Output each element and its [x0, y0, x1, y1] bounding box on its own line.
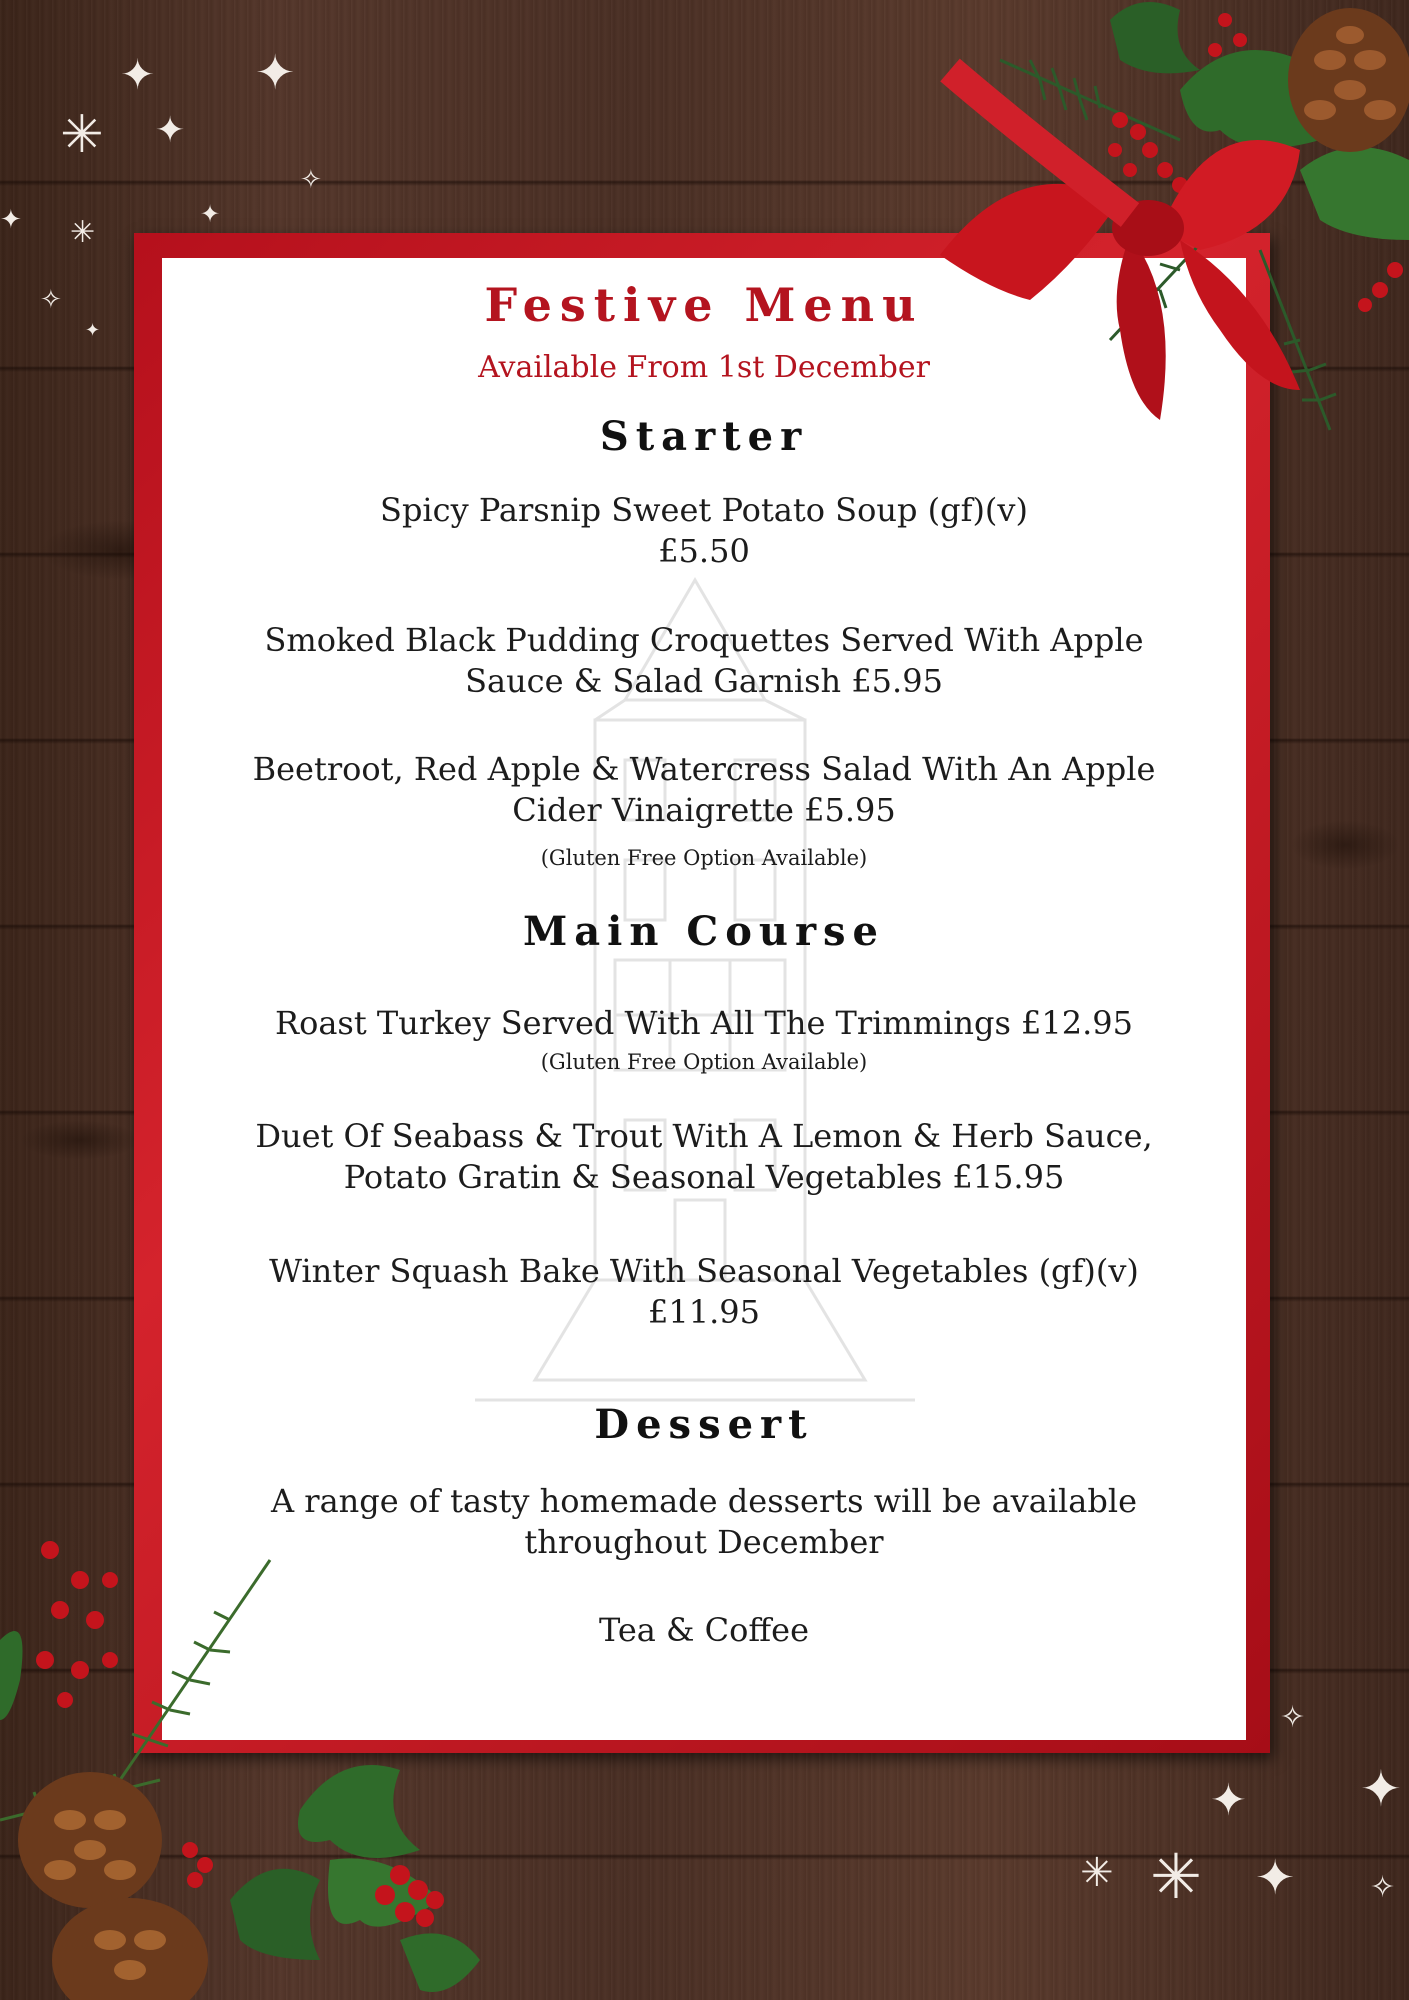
pine-cone-icon [1288, 8, 1409, 152]
sparkle-icon: ✧ [300, 165, 322, 195]
sparkle-icon: ✦ [200, 200, 221, 228]
menu-item-dessert-2: Tea & Coffee [598, 1611, 810, 1649]
sparkle-icon: ✦ [1255, 1850, 1296, 1906]
menu-item-main-1: Roast Turkey Served With All The Trimmings £12.95 [274, 1004, 1133, 1042]
menu-item-dessert-1: A range of tasty homemade desserts will be available throughout December [270, 1482, 1138, 1561]
sparkle-icon: ✳ [1150, 1840, 1202, 1913]
menu-item-starter-1: Spicy Parsnip Sweet Potato Soup (gf)(v) £5.50 [380, 491, 1028, 570]
section-heading-dessert: Dessert [594, 1401, 814, 1448]
sparkle-icon: ✦ [255, 45, 296, 101]
sparkle-icon: ✦ [85, 320, 101, 341]
sparkle-icon: ✦ [120, 50, 156, 99]
sparkle-icon: ✳ [60, 105, 104, 165]
wood-knot [20, 1120, 140, 1160]
section-heading-starter: Starter [599, 413, 809, 460]
top-right-greenery [880, 0, 1409, 480]
menu-item-starter-3: Beetroot, Red Apple & Watercress Salad With An Apple Cider Vinaigrette £5.95 [252, 750, 1156, 829]
sparkle-icon: ✦ [0, 205, 22, 235]
menu-item-starter-3-note: (Gluten Free Option Available) [540, 846, 868, 870]
menu-subtitle: Available From 1st December [478, 350, 930, 385]
wood-knot [1290, 820, 1400, 870]
sparkle-icon: ✧ [1370, 1870, 1396, 1905]
sparkle-icon: ✦ [155, 110, 186, 151]
bottom-left-greenery [0, 1520, 520, 2000]
menu-item-main-1-note: (Gluten Free Option Available) [540, 1050, 868, 1074]
pine-cone-icon [18, 1772, 208, 2000]
sparkle-icon: ✧ [1280, 1700, 1306, 1735]
menu-item-main-3: Winter Squash Bake With Seasonal Vegetables (gf)(v) £11.95 [269, 1252, 1139, 1331]
menu-item-main-2: Duet Of Seabass & Trout With A Lemon & Herb Sauce, Potato Gratin & Seasonal Vegetables £15.95 [255, 1117, 1153, 1196]
section-heading-main-course: Main Course [522, 908, 886, 955]
sparkle-icon: ✦ [1210, 1775, 1247, 1826]
sparkle-icon: ✦ [1360, 1760, 1402, 1818]
sparkle-icon: ✧ [40, 285, 62, 315]
menu-item-starter-2: Smoked Black Pudding Croquettes Served With Apple Sauce & Salad Garnish £5.95 [264, 621, 1144, 700]
menu-title: Festive Menu [484, 278, 924, 332]
sparkle-icon: ✳ [1080, 1850, 1114, 1896]
sparkle-icon: ✳ [70, 215, 96, 250]
